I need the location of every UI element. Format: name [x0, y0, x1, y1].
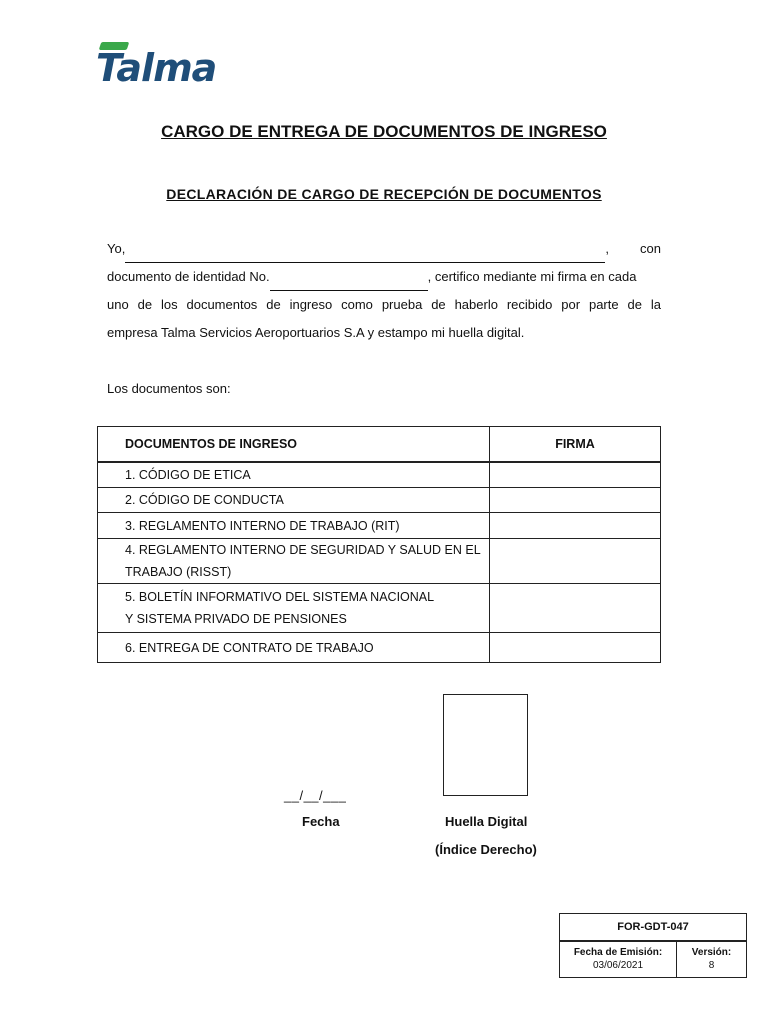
comma-text: ,: [605, 241, 609, 256]
signature-cell[interactable]: [490, 488, 661, 513]
header-firma: FIRMA: [490, 427, 661, 463]
declaration-paragraph: [107, 235, 661, 347]
document-name: [98, 539, 490, 584]
certifico-text: , certifico mediante mi firma en cada: [427, 269, 637, 284]
document-name: 6. ENTREGA DE CONTRATO DE TRABAJO: [98, 633, 490, 663]
table-row: [98, 539, 661, 584]
document-name: [98, 584, 490, 633]
document-name-line-2: Y SISTEMA PRIVADO DE PENSIONES: [125, 612, 347, 626]
doc-id-text: documento de identidad No.: [107, 269, 270, 284]
document-name-line-2: TRABAJO (RISST): [125, 565, 232, 579]
emission-label: Fecha de Emisión:: [573, 947, 663, 958]
table-row: [98, 513, 661, 539]
id-number-blank[interactable]: [270, 274, 428, 291]
document-title: [0, 122, 768, 142]
declaration-line-2: [107, 263, 661, 291]
documents-table: [97, 426, 661, 663]
document-subtitle-text: DECLARACIÓN DE CARGO DE RECEPCIÓN DE DOCUMENTOS: [166, 186, 602, 202]
declaration-line-4: empresa Talma Servicios Aeroportuarios S.A y estampo mi huella digital.: [107, 325, 525, 340]
company-logo: [96, 40, 226, 88]
signature-cell[interactable]: [490, 462, 661, 488]
signature-cell[interactable]: [490, 633, 661, 663]
signature-cell[interactable]: [490, 513, 661, 539]
logo-text: Talma: [96, 46, 217, 90]
declaration-line-3: uno de los documentos de ingreso como prueba de haberlo recibido por parte de la: [107, 297, 661, 312]
document-title-text: CARGO DE ENTREGA DE DOCUMENTOS DE INGRESO: [161, 122, 607, 141]
version-value: 8: [708, 960, 715, 971]
indice-label: (Índice Derecho): [435, 842, 537, 857]
yo-text: Yo,: [107, 241, 126, 256]
document-name: 3. REGLAMENTO INTERNO DE TRABAJO (RIT): [98, 513, 490, 539]
document-name-line-1: 4. REGLAMENTO INTERNO DE SEGURIDAD Y SALUD EN EL: [125, 543, 481, 557]
declaration-line-1: [107, 235, 661, 263]
table-header-row: [98, 427, 661, 463]
table-row: [98, 584, 661, 633]
emission-value: 03/06/2021: [592, 960, 644, 971]
name-blank[interactable]: [125, 246, 605, 263]
con-text: con: [640, 241, 661, 256]
version-label: Versión:: [691, 947, 732, 958]
document-subtitle: [0, 186, 768, 202]
document-name-line-1: 5. BOLETÍN INFORMATIVO DEL SISTEMA NACIONAL: [125, 590, 435, 604]
document-code: FOR-GDT-047: [560, 914, 746, 942]
table-row: [98, 462, 661, 488]
fingerprint-box[interactable]: [443, 694, 528, 796]
emission-date-cell: [560, 942, 677, 977]
header-documents: DOCUMENTOS DE INGRESO: [98, 427, 490, 463]
document-name: 2. CÓDIGO DE CONDUCTA: [98, 488, 490, 513]
document-code-box: [559, 913, 747, 978]
table-row: [98, 488, 661, 513]
documents-intro: Los documentos son:: [107, 381, 231, 396]
document-name: 1. CÓDIGO DE ETICA: [98, 462, 490, 488]
table-row: [98, 633, 661, 663]
date-line[interactable]: __/__/___: [284, 788, 347, 803]
signature-cell[interactable]: [490, 539, 661, 584]
version-cell: [677, 942, 746, 977]
huella-label: Huella Digital: [445, 814, 528, 829]
fecha-label: Fecha: [302, 814, 340, 829]
signature-cell[interactable]: [490, 584, 661, 633]
